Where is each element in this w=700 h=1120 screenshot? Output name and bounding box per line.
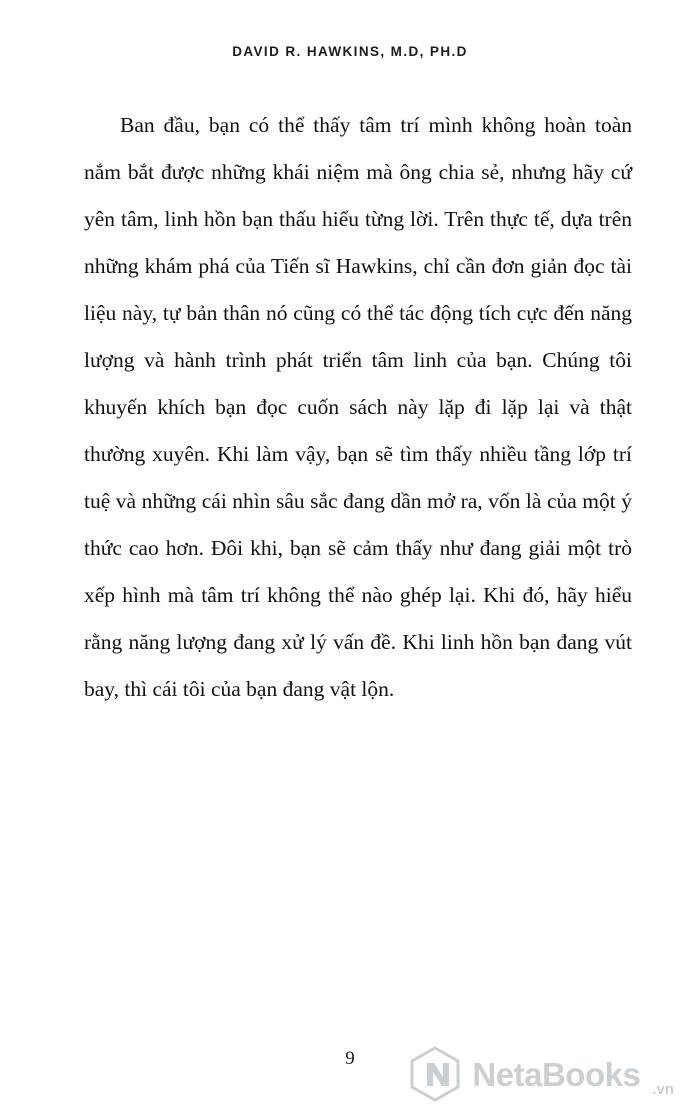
body-paragraph: Ban đầu, bạn có thể thấy tâm trí mình không hoàn toàn nắm bắt được những khái niệm mà ông chia sẻ, nhưng hãy cứ yên tâm, linh hồn bạn thấu hiểu từng lời. Trên thực tế, dựa trên những khám phá của Tiến sĩ Hawkins, chỉ cần đơn giản đọc tài liệu này, tự bản thân nó cũng có thể tác động tích cực đến năng lượng và hành trình phát triển tâm linh của bạn. Chúng tôi khuyến khích bạn đọc cuốn sách này lặp đi lặp lại và thật thường xuyên. Khi làm vậy, bạn sẽ tìm thấy nhiều tầng lớp trí tuệ và những cái nhìn sâu sắc đang dần mở ra, vốn là của một ý thức cao hơn. Đôi khi, bạn sẽ cảm thấy như đang giải một trò xếp hình mà tâm trí không thể nào ghép lại. Khi đó, hãy hiểu rằng năng lượng đang xử lý vấn đề. Khi linh hồn bạn đang vút bay, thì cái tôi của bạn đang vật lộn.: [84, 113, 632, 701]
page-number: 9: [345, 1048, 355, 1069]
watermark-suffix: .vn: [652, 1081, 674, 1098]
netabooks-logo-icon: [408, 1046, 462, 1102]
watermark-brand: NetaBooks: [472, 1055, 641, 1093]
watermark: [408, 1046, 674, 1102]
body-text-block: [84, 102, 632, 713]
running-head: DAVID R. HAWKINS, M.D, PH.D: [232, 44, 468, 59]
